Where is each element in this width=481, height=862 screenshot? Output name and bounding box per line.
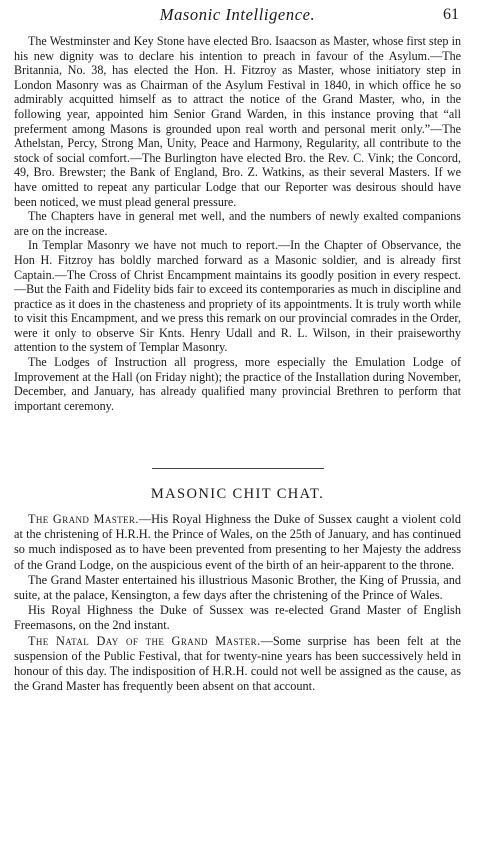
text-grand-master: —His Royal Highness the Duke of Sussex caught a violent cold at the christening of H.R.H. the Prince of Wales, on the 25th of January, and has continued so much indisposed as to have been prevented from presenting to her Majesty the address of the Grand Lodge, on the auspicious event of the birth of an heir-apparent to the throne. [14,512,461,572]
masonic-intelligence-section [14,34,461,413]
paragraph-chapters: The Chapters have in general met well, and the numbers of newly exalted companions are on the increase. [14,209,461,238]
paragraph-grand-master-illness [14,512,461,573]
running-title: Masonic Intelligence. [159,5,316,24]
paragraph-king-of-prussia: The Grand Master entertained his illustrious Masonic Brother, the King of Prussia, and suite, at the palace, Kensington, a few days after the christening of the Prince of Wales. [14,572,461,603]
lead-grand-master: The Grand Master. [28,512,139,527]
section-divider [152,468,324,469]
paragraph-templar-masonry: In Templar Masonry we have not much to report.—In the Chapter of Observance, the Hon H. Fitzroy has boldly marched forward as a Masonic soldier, and is already first Captain.—The Cross of Christ Encampment maintains its goodly position in every respect.—But the Faith and Fidelity bids fair to exceed its contemporaries as much in discipline and practice as it does in the chasteness and propriety of its appointments. It is truly worth while to visit this Encampment, and we press this remark on our provincial comrades in the Order, were it only to observe Sir Knts. Henry Udall and R. L. Wilson, in their praiseworthy attention to the system of Templar Masonry. [14,238,461,355]
section-title-chit-chat: MASONIC CHIT CHAT. [150,486,325,503]
page-number: 61 [443,6,459,23]
paragraph-re-election: His Royal Highness the Duke of Sussex was re-elected Grand Master of English Freemasons, on the 2nd instant. [14,603,461,633]
paragraph-natal-day [14,634,461,695]
chit-chat-section [14,512,461,694]
paragraph-lodge-elections: The Westminster and Key Stone have elected Bro. Isaacson as Master, whose first step in his new dignity was to declare his intention to preach in favour of the Asylum.—The Britannia, No. 38, has elected the Hon. H. Fitzroy as Master, whose initiatory step in London Masonry was as Chairman of the Asylum Festival in 1840, in which office he so admirably acquitted himself as to attract the notice of the Grand Master, who, in the following year, appointed him Senior Grand Warden, in this instance proving that “all preferment among Masons is grounded upon real worth and personal merit only.”—The Athelstan, Percy, Strong Man, Unity, Peace and Harmony, Regularity, all contribute to the stock of social comfort.—The Burlington have elected Bro. the Rev. C. Vink; the Concord, 49, Bro. Brewster; the Bank of England, Bro. Z. Watkins, as their several Masters. If we have omitted to repeat any particular Lodge that our Reporter was desirous should have been noticed, we must plead general pressure. [14,34,461,209]
running-head [14,6,461,34]
text-natal-day: —Some surprise has been felt at the suspension of the Public Festival, that for twenty-nine years has been successively held in honour of this day. The indisposition of H.R.H. could not well be assigned as the cause, as the Grand Master has frequently been absent on that account. [14,633,462,694]
lead-natal-day: The Natal Day of the Grand Master. [28,633,261,648]
paragraph-lodges-of-instruction: The Lodges of Instruction all progress, more especially the Emulation Lodge of Improvement at the Hall (on Friday night); the practice of the Installation during November, December, and January, has already qualified many provincial Brethren to perform that important ceremony. [14,355,461,413]
